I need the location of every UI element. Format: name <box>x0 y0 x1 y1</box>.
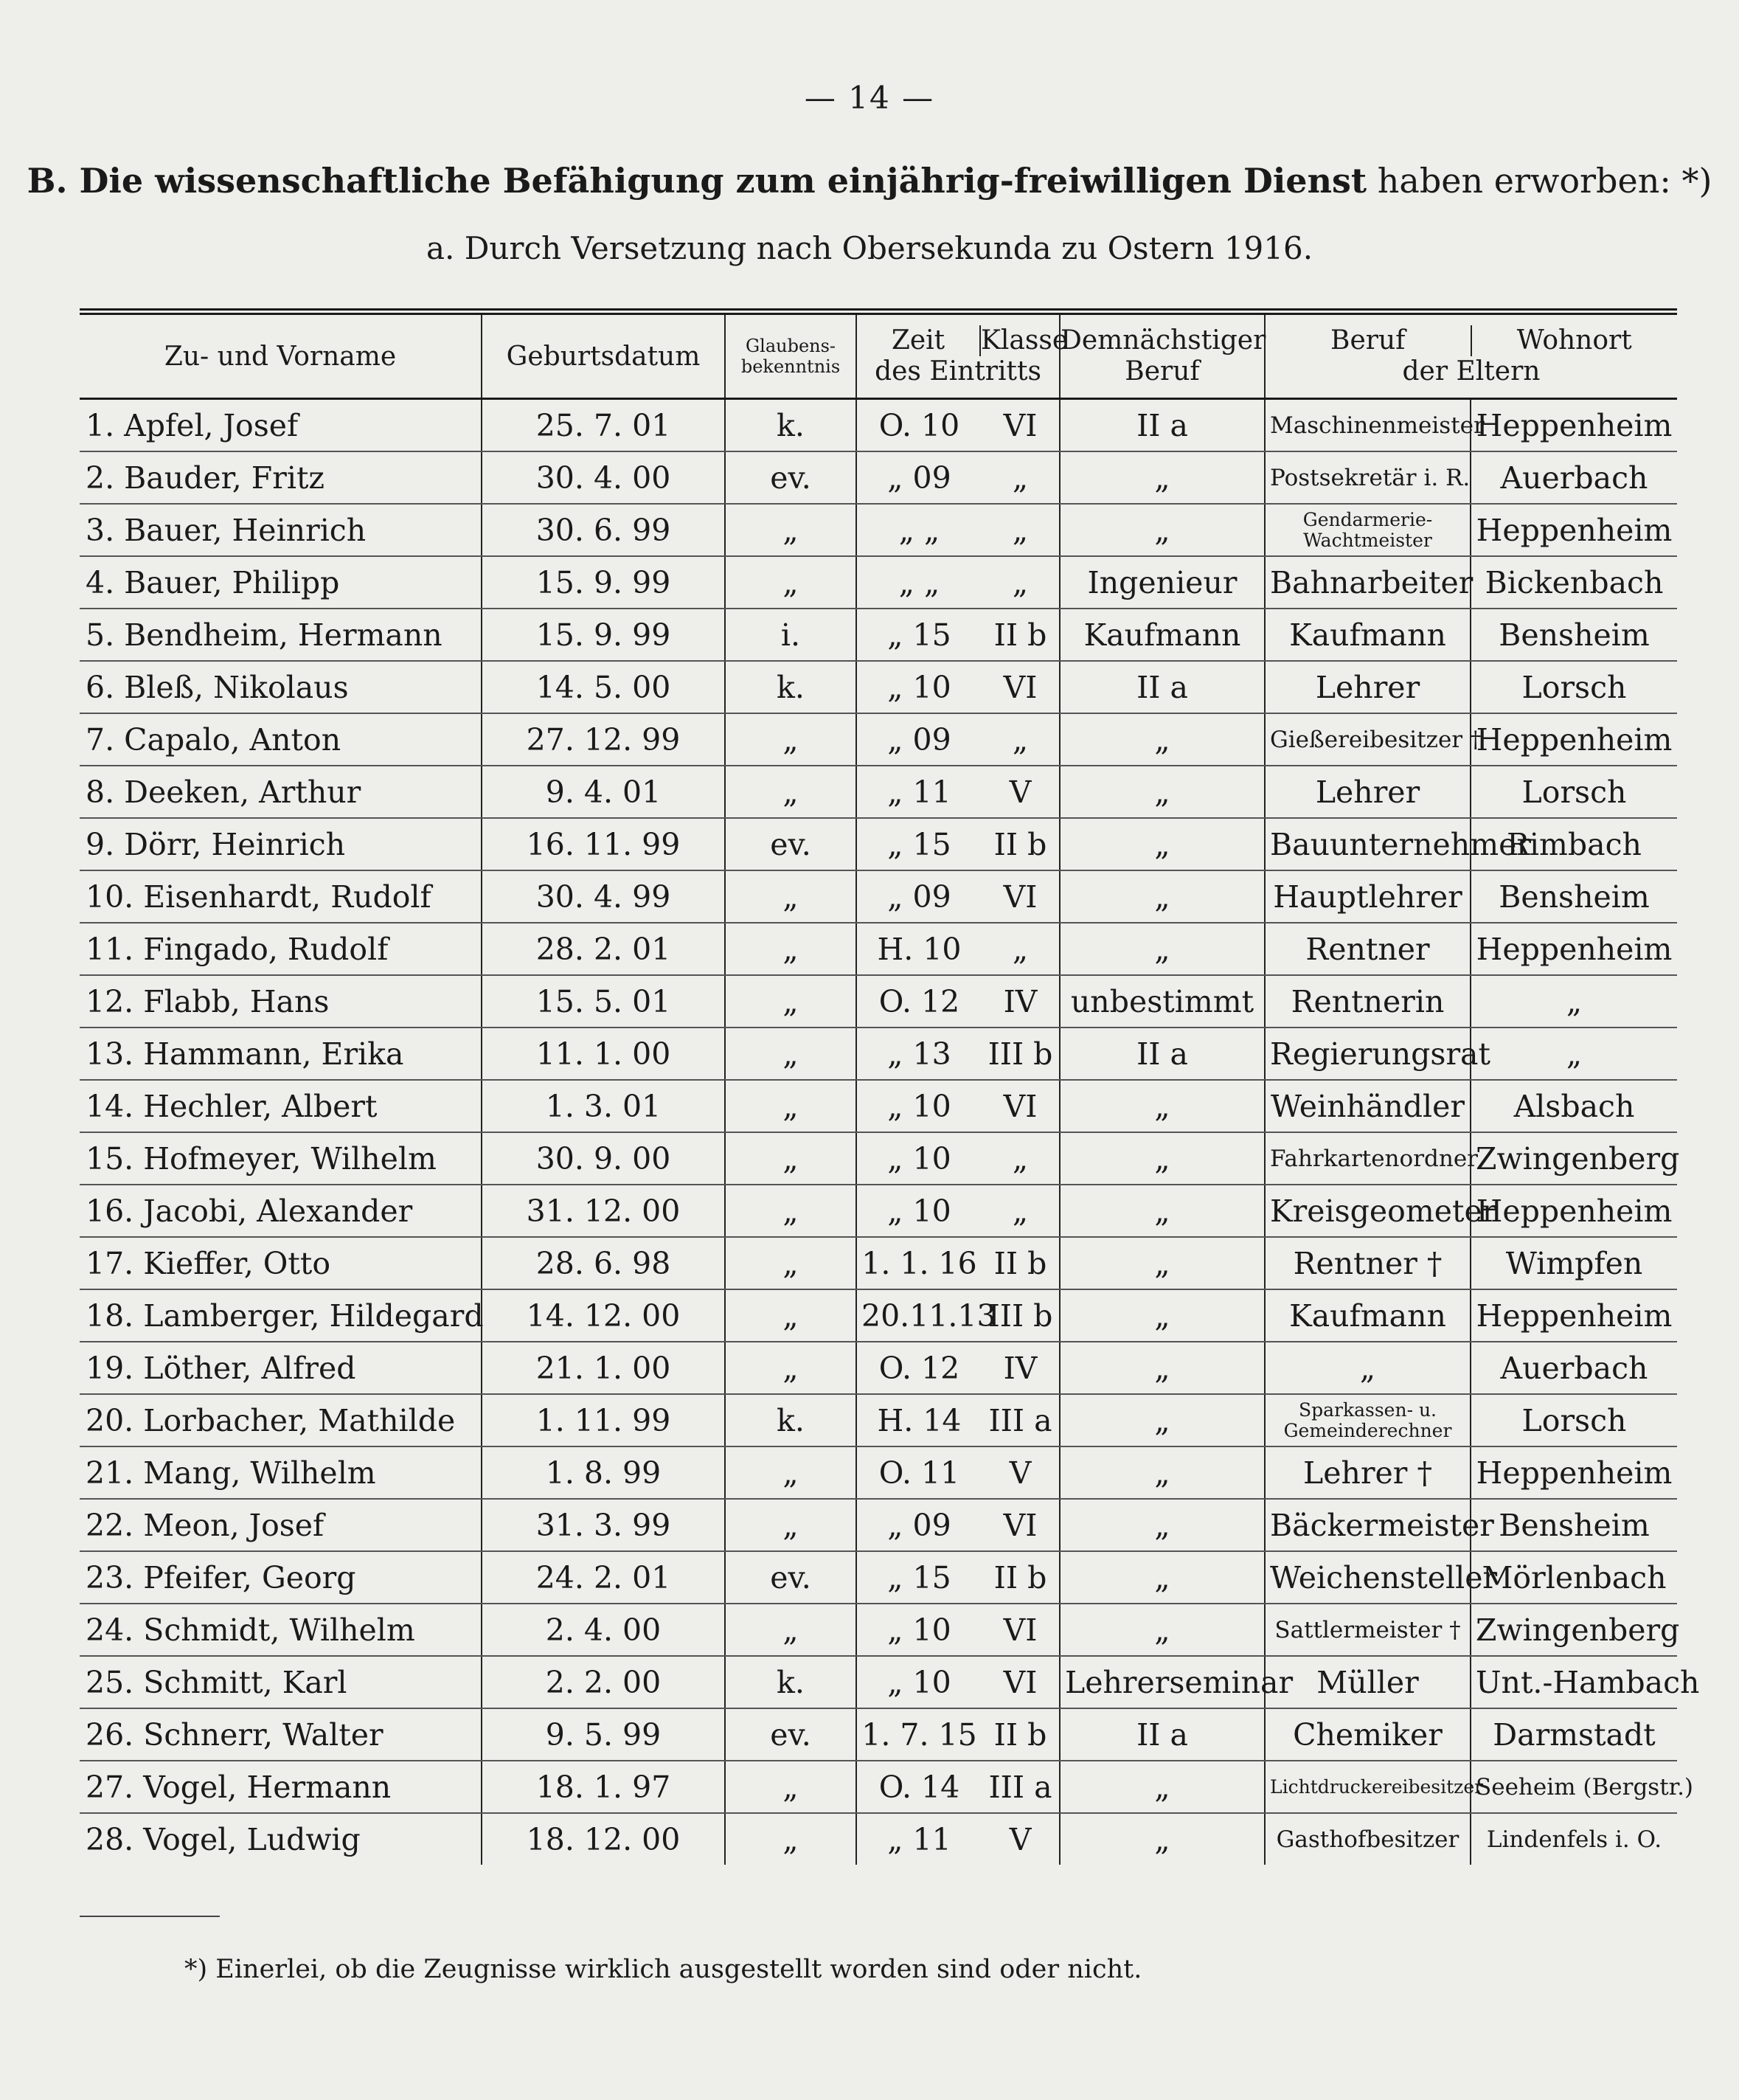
cell-entry-time: H. 10 <box>856 923 982 975</box>
cell-entry-class: VI <box>982 1080 1060 1132</box>
cell-birth: 1. 3. 01 <box>482 1080 725 1132</box>
cell-entry-time: 1. 1. 16 <box>856 1237 982 1289</box>
cell-future-job: Ingenieur <box>1060 556 1265 609</box>
cell-entry-class: III b <box>982 1289 1060 1342</box>
header-name: Zu- und Vorname <box>80 312 482 399</box>
cell-birth: 28. 6. 98 <box>482 1237 725 1289</box>
table-row <box>80 1342 1677 1394</box>
cell-home: Heppenheim <box>1471 504 1677 556</box>
cell-name: 23. Pfeifer, Georg <box>80 1551 482 1604</box>
cell-entry-class: VI <box>982 1656 1060 1708</box>
cell-religion: k. <box>725 661 856 713</box>
table-row <box>80 713 1677 766</box>
cell-religion: „ <box>725 1446 856 1499</box>
cell-birth: 31. 12. 00 <box>482 1185 725 1237</box>
cell-religion: „ <box>725 1813 856 1865</box>
cell-name: 20. Lorbacher, Mathilde <box>80 1394 482 1446</box>
cell-religion: „ <box>725 1342 856 1394</box>
cell-parent-job: Lehrer † <box>1265 1446 1471 1499</box>
cell-birth: 9. 4. 01 <box>482 766 725 818</box>
cell-name: 4. Bauer, Philipp <box>80 556 482 609</box>
table-row <box>80 1708 1677 1761</box>
header-home: Wohnort <box>1516 325 1632 356</box>
cell-future-job: „ <box>1060 1342 1265 1394</box>
cell-future-job: „ <box>1060 1132 1265 1185</box>
table-row <box>80 1551 1677 1604</box>
cell-entry-time: O. 10 <box>856 399 982 452</box>
table-row <box>80 504 1677 556</box>
cell-entry-time: „ 13 <box>856 1028 982 1080</box>
cell-religion: „ <box>725 766 856 818</box>
cell-entry-class: II b <box>982 1708 1060 1761</box>
cell-entry-class: II b <box>982 1237 1060 1289</box>
cell-birth: 27. 12. 99 <box>482 713 725 766</box>
table-row <box>80 1132 1677 1185</box>
table-row <box>80 1289 1677 1342</box>
cell-entry-class: II b <box>982 1551 1060 1604</box>
cell-religion: „ <box>725 870 856 923</box>
cell-entry-class: „ <box>982 923 1060 975</box>
table-row <box>80 661 1677 713</box>
cell-parent-job: Bäckermeister <box>1265 1499 1471 1551</box>
header-future-job: Demnächstiger Beruf <box>1060 312 1265 399</box>
cell-parent-job: Kaufmann <box>1265 609 1471 661</box>
cell-future-job: „ <box>1060 1761 1265 1813</box>
cell-entry-class: VI <box>982 661 1060 713</box>
cell-name: 11. Fingado, Rudolf <box>80 923 482 975</box>
section-title-bold: B. Die wissenschaftliche Befähigung zum einjährig-freiwilligen Dienst <box>27 161 1367 201</box>
header-parents <box>1265 312 1677 399</box>
cell-parent-job: Bauunternehmer <box>1265 818 1471 870</box>
cell-entry-time: H. 14 <box>856 1394 982 1446</box>
cell-birth: 9. 5. 99 <box>482 1708 725 1761</box>
section-subtitle: a. Durch Versetzung nach Obersekunda zu Ostern 1916. <box>426 230 1313 266</box>
cell-entry-time: „ 11 <box>887 1821 951 1857</box>
cell-entry-class: VI <box>982 870 1060 923</box>
cell-entry-class: VI <box>982 399 1060 452</box>
cell-future-job: II a <box>1060 1708 1265 1761</box>
cell-birth: 18. 12. 00 <box>482 1813 725 1865</box>
cell-name: 14. Hechler, Albert <box>80 1080 482 1132</box>
cell-future-job: „ <box>1060 1813 1265 1865</box>
cell-name: 26. Schnerr, Walter <box>80 1708 482 1761</box>
cell-home: Auerbach <box>1471 1342 1677 1394</box>
cell-entry-time: „ 10 <box>856 1185 982 1237</box>
cell-entry-class: IV <box>982 1342 1060 1394</box>
cell-religion: k. <box>725 399 856 452</box>
footnote-divider <box>80 1916 220 1917</box>
cell-name: 21. Mang, Wilhelm <box>80 1446 482 1499</box>
cell-home: Wimpfen <box>1471 1237 1677 1289</box>
cell-parent-job: Gasthofbesitzer <box>1265 1813 1471 1865</box>
cell-entry-time: „ 10 <box>856 1604 982 1656</box>
cell-religion: „ <box>725 1237 856 1289</box>
cell-entry-class: V <box>982 1813 1060 1865</box>
cell-parent-job: Lehrer <box>1265 661 1471 713</box>
header-time: Zeit <box>857 325 981 356</box>
cell-home: Alsbach <box>1471 1080 1677 1132</box>
cell-entry-time: „ „ <box>856 504 982 556</box>
cell-entry-class: IV <box>982 975 1060 1028</box>
cell-parent-job: Gießereibesitzer † <box>1265 713 1471 766</box>
cell-home: Heppenheim <box>1471 923 1677 975</box>
cell-future-job: „ <box>1060 1446 1265 1499</box>
cell-parent-job: Maschinenmeister <box>1265 399 1471 452</box>
cell-entry-class: „ <box>982 504 1060 556</box>
cell-religion: ev. <box>725 1551 856 1604</box>
cell-religion: „ <box>725 556 856 609</box>
cell-birth: 24. 2. 01 <box>482 1551 725 1604</box>
cell-name: 25. Schmitt, Karl <box>80 1656 482 1708</box>
table-row <box>80 1237 1677 1289</box>
cell-entry-time: O. 14 <box>856 1761 982 1813</box>
cell-birth: 14. 5. 00 <box>482 661 725 713</box>
cell-entry-class: VI <box>982 1604 1060 1656</box>
cell-parent-job: Gendarmerie-Wachtmeister <box>1265 504 1471 556</box>
cell-name: 2. Bauder, Fritz <box>80 451 482 504</box>
cell-future-job: „ <box>1060 1394 1265 1446</box>
table-row <box>80 609 1677 661</box>
cell-name: 7. Capalo, Anton <box>80 713 482 766</box>
cell-home: Lorsch <box>1471 766 1677 818</box>
cell-birth: 25. 7. 01 <box>482 399 725 452</box>
header-parents-label: der Eltern <box>1402 356 1541 387</box>
cell-parent-job: Sparkassen- u. Gemeinderechner <box>1265 1394 1471 1446</box>
cell-future-job: „ <box>1060 818 1265 870</box>
cell-religion: „ <box>725 1028 856 1080</box>
cell-name: 15. Hofmeyer, Wilhelm <box>80 1132 482 1185</box>
students-table <box>80 308 1700 1865</box>
cell-religion: „ <box>725 1499 856 1551</box>
cell-entry-time: „ 15 <box>856 1551 982 1604</box>
cell-parent-job: Postsekretär i. R. <box>1265 451 1471 504</box>
cell-birth: 11. 1. 00 <box>482 1028 725 1080</box>
table-row <box>80 766 1677 818</box>
cell-future-job: „ <box>1060 1237 1265 1289</box>
cell-parent-job: Sattlermeister † <box>1265 1604 1471 1656</box>
table-header-row <box>80 312 1677 399</box>
cell-future-job: Kaufmann <box>1060 609 1265 661</box>
cell-entry-time: O. 12 <box>856 1342 982 1394</box>
cell-home: Darmstadt <box>1471 1708 1677 1761</box>
cell-future-job: „ <box>1060 1499 1265 1551</box>
table-row <box>80 923 1677 975</box>
table-body <box>80 399 1700 1865</box>
cell-future-job: „ <box>1060 1185 1265 1237</box>
cell-entry-class: V <box>982 1446 1060 1499</box>
cell-entry-time: „ 11 <box>856 766 982 818</box>
cell-name: 24. Schmidt, Wilhelm <box>80 1604 482 1656</box>
cell-home: Bickenbach <box>1471 556 1677 609</box>
cell-name: 27. Vogel, Hermann <box>80 1761 482 1813</box>
cell-parent-job: Lichtdruckereibesitzer <box>1265 1761 1471 1813</box>
cell-name: 12. Flabb, Hans <box>80 975 482 1028</box>
section-title-rest: haben erworben: *) <box>1367 161 1712 201</box>
table-row <box>80 870 1677 923</box>
cell-name: 28. Vogel, Ludwig <box>80 1813 482 1865</box>
header-class: Klasse <box>981 325 1069 356</box>
cell-parent-job: Lehrer <box>1265 766 1471 818</box>
cell-entry-time: O. 12 <box>856 975 982 1028</box>
cell-birth: 21. 1. 00 <box>482 1342 725 1394</box>
cell-birth: 30. 9. 00 <box>482 1132 725 1185</box>
cell-parent-job: Rentner † <box>1265 1237 1471 1289</box>
cell-parent-job: Regierungsrat <box>1265 1028 1471 1080</box>
cell-parent-job: Kaufmann <box>1265 1289 1471 1342</box>
cell-entry-class: II b <box>982 818 1060 870</box>
cell-entry-class: „ <box>982 451 1060 504</box>
cell-birth: 31. 3. 99 <box>482 1499 725 1551</box>
cell-birth: 28. 2. 01 <box>482 923 725 975</box>
cell-parent-job: „ <box>1265 1342 1471 1394</box>
cell-entry-time: „ 15 <box>856 609 982 661</box>
cell-name: 8. Deeken, Arthur <box>80 766 482 818</box>
table-row <box>80 1185 1677 1237</box>
section-title <box>0 161 1739 201</box>
table-row <box>80 1499 1677 1551</box>
cell-future-job: „ <box>1060 1604 1265 1656</box>
cell-name: 19. Löther, Alfred <box>80 1342 482 1394</box>
cell-name: 10. Eisenhardt, Rudolf <box>80 870 482 923</box>
cell-home: Heppenheim <box>1471 1185 1677 1237</box>
cell-entry-time: O. 11 <box>856 1446 982 1499</box>
cell-home: Bensheim <box>1471 870 1677 923</box>
cell-home: Unt.-Hambach <box>1471 1656 1677 1708</box>
cell-religion: ev. <box>725 818 856 870</box>
cell-entry-time: „ 10 <box>856 661 982 713</box>
cell-home: Zwingenberg <box>1471 1604 1677 1656</box>
cell-entry-time: „ 15 <box>856 818 982 870</box>
cell-parent-job: Kreisgeometer <box>1265 1185 1471 1237</box>
cell-home: Lorsch <box>1471 661 1677 713</box>
cell-future-job: „ <box>1060 1080 1265 1132</box>
cell-religion: „ <box>725 713 856 766</box>
cell-home: „ <box>1471 1028 1677 1080</box>
cell-parent-job: Rentner <box>1265 923 1471 975</box>
cell-entry-class: III b <box>982 1028 1060 1080</box>
cell-name: 1. Apfel, Josef <box>80 399 482 452</box>
cell-entry-time: 20.11.13 <box>856 1289 982 1342</box>
cell-birth: 1. 8. 99 <box>482 1446 725 1499</box>
cell-entry-class: V <box>982 766 1060 818</box>
cell-home: Heppenheim <box>1471 1446 1677 1499</box>
table-row <box>80 818 1677 870</box>
cell-future-job: „ <box>1060 766 1265 818</box>
cell-entry-class: „ <box>982 1185 1060 1237</box>
cell-religion: ev. <box>725 1708 856 1761</box>
table-row <box>80 399 1677 452</box>
cell-parent-job: Hauptlehrer <box>1265 870 1471 923</box>
cell-future-job: „ <box>1060 1551 1265 1604</box>
header-religion: Glaubens-bekenntnis <box>725 312 856 399</box>
table-row <box>80 1761 1677 1813</box>
cell-parent-job: Weichensteller <box>1265 1551 1471 1604</box>
cell-religion: k. <box>725 1394 856 1446</box>
cell-birth: 18. 1. 97 <box>482 1761 725 1813</box>
cell-future-job: II a <box>1060 399 1265 452</box>
cell-home: Bensheim <box>1471 1499 1677 1551</box>
cell-future-job: Lehrerseminar <box>1060 1656 1265 1708</box>
header-entry <box>856 312 1069 399</box>
cell-religion: „ <box>725 1604 856 1656</box>
cell-religion: „ <box>725 1185 856 1237</box>
footnote: *) Einerlei, ob die Zeugnisse wirklich ausgestellt worden sind oder nicht. <box>184 1955 1142 1984</box>
cell-entry-time: „ 09 <box>856 870 982 923</box>
cell-entry-class: „ <box>982 1132 1060 1185</box>
cell-birth: 15. 9. 99 <box>482 556 725 609</box>
cell-home: Mörlenbach <box>1471 1551 1677 1604</box>
table-row <box>80 451 1677 504</box>
cell-entry-time: „ 10 <box>856 1080 982 1132</box>
cell-entry-class: VI <box>982 1499 1060 1551</box>
cell-future-job: II a <box>1060 1028 1265 1080</box>
cell-entry-class: „ <box>982 556 1060 609</box>
cell-future-job: „ <box>1060 1289 1265 1342</box>
cell-future-job: II a <box>1060 661 1265 713</box>
table-row <box>80 1028 1677 1080</box>
header-birth: Geburtsdatum <box>482 312 725 399</box>
cell-entry-time: „ 09 <box>856 451 982 504</box>
cell-entry-class: III a <box>982 1761 1060 1813</box>
cell-parent-job: Müller <box>1265 1656 1471 1708</box>
cell-parent-job: Weinhändler <box>1265 1080 1471 1132</box>
cell-religion: ev. <box>725 451 856 504</box>
cell-entry-time: „ „ <box>856 556 982 609</box>
cell-birth: 30. 4. 00 <box>482 451 725 504</box>
cell-future-job: unbestimmt <box>1060 975 1265 1028</box>
cell-home: Heppenheim <box>1471 713 1677 766</box>
cell-home: Lindenfels i. O. <box>1486 1826 1662 1853</box>
cell-religion: „ <box>725 1761 856 1813</box>
cell-entry-time: „ 10 <box>856 1132 982 1185</box>
cell-future-job: „ <box>1060 451 1265 504</box>
cell-birth: 15. 9. 99 <box>482 609 725 661</box>
cell-name: 16. Jacobi, Alexander <box>80 1185 482 1237</box>
table-row <box>80 1813 1677 1865</box>
cell-birth: 1. 11. 99 <box>482 1394 725 1446</box>
cell-home: Auerbach <box>1471 451 1677 504</box>
cell-religion: „ <box>725 1289 856 1342</box>
cell-entry-time: „ 09 <box>856 1499 982 1551</box>
cell-religion: „ <box>725 923 856 975</box>
cell-entry-class: „ <box>982 713 1060 766</box>
cell-birth: 30. 6. 99 <box>482 504 725 556</box>
cell-birth: 16. 11. 99 <box>482 818 725 870</box>
cell-name: 9. Dörr, Heinrich <box>80 818 482 870</box>
table-row <box>80 1446 1677 1499</box>
table-row <box>80 556 1677 609</box>
cell-parent-job: Rentnerin <box>1265 975 1471 1028</box>
cell-future-job: „ <box>1060 504 1265 556</box>
cell-home: Lorsch <box>1471 1394 1677 1446</box>
cell-birth: 14. 12. 00 <box>482 1289 725 1342</box>
cell-name: 6. Bleß, Nikolaus <box>80 661 482 713</box>
cell-parent-job: Chemiker <box>1265 1708 1471 1761</box>
cell-future-job: „ <box>1060 713 1265 766</box>
cell-name: 22. Meon, Josef <box>80 1499 482 1551</box>
cell-entry-time: „ 09 <box>856 713 982 766</box>
cell-name: 5. Bendheim, Hermann <box>80 609 482 661</box>
cell-entry-class: III a <box>982 1394 1060 1446</box>
cell-religion: „ <box>725 1080 856 1132</box>
cell-home: Rimbach <box>1471 818 1677 870</box>
cell-religion: i. <box>725 609 856 661</box>
cell-name: 18. Lamberger, Hildegard <box>80 1289 482 1342</box>
cell-birth: 30. 4. 99 <box>482 870 725 923</box>
cell-religion: „ <box>725 504 856 556</box>
cell-religion: „ <box>725 975 856 1028</box>
cell-future-job: „ <box>1060 923 1265 975</box>
cell-entry-time: 1. 7. 15 <box>856 1708 982 1761</box>
page-number: — 14 — <box>804 80 935 116</box>
table-row <box>80 1604 1677 1656</box>
cell-entry-time: „ 10 <box>856 1656 982 1708</box>
cell-home: Zwingenberg <box>1471 1132 1677 1185</box>
cell-home: Bensheim <box>1471 609 1677 661</box>
cell-home: Heppenheim <box>1471 399 1677 452</box>
cell-religion: k. <box>725 1656 856 1708</box>
table-row <box>80 1656 1677 1708</box>
cell-entry-class: II b <box>982 609 1060 661</box>
cell-birth: 2. 4. 00 <box>482 1604 725 1656</box>
cell-name: 13. Hammann, Erika <box>80 1028 482 1080</box>
cell-name: 17. Kieffer, Otto <box>80 1237 482 1289</box>
cell-home: Heppenheim <box>1471 1289 1677 1342</box>
cell-parent-job: Fahrkartenordner <box>1265 1132 1471 1185</box>
cell-name: 3. Bauer, Heinrich <box>80 504 482 556</box>
cell-religion: „ <box>725 1132 856 1185</box>
header-entry-label: des Eintritts <box>875 356 1041 387</box>
header-parent-job: Beruf <box>1266 325 1472 356</box>
cell-future-job: „ <box>1060 870 1265 923</box>
cell-home: Seeheim (Bergstr.) <box>1471 1761 1677 1813</box>
cell-parent-job: Bahnarbeiter <box>1265 556 1471 609</box>
table-row <box>80 1394 1677 1446</box>
cell-home: „ <box>1471 975 1677 1028</box>
table-row <box>80 1080 1677 1132</box>
cell-birth: 15. 5. 01 <box>482 975 725 1028</box>
table-row <box>80 975 1677 1028</box>
cell-birth: 2. 2. 00 <box>482 1656 725 1708</box>
